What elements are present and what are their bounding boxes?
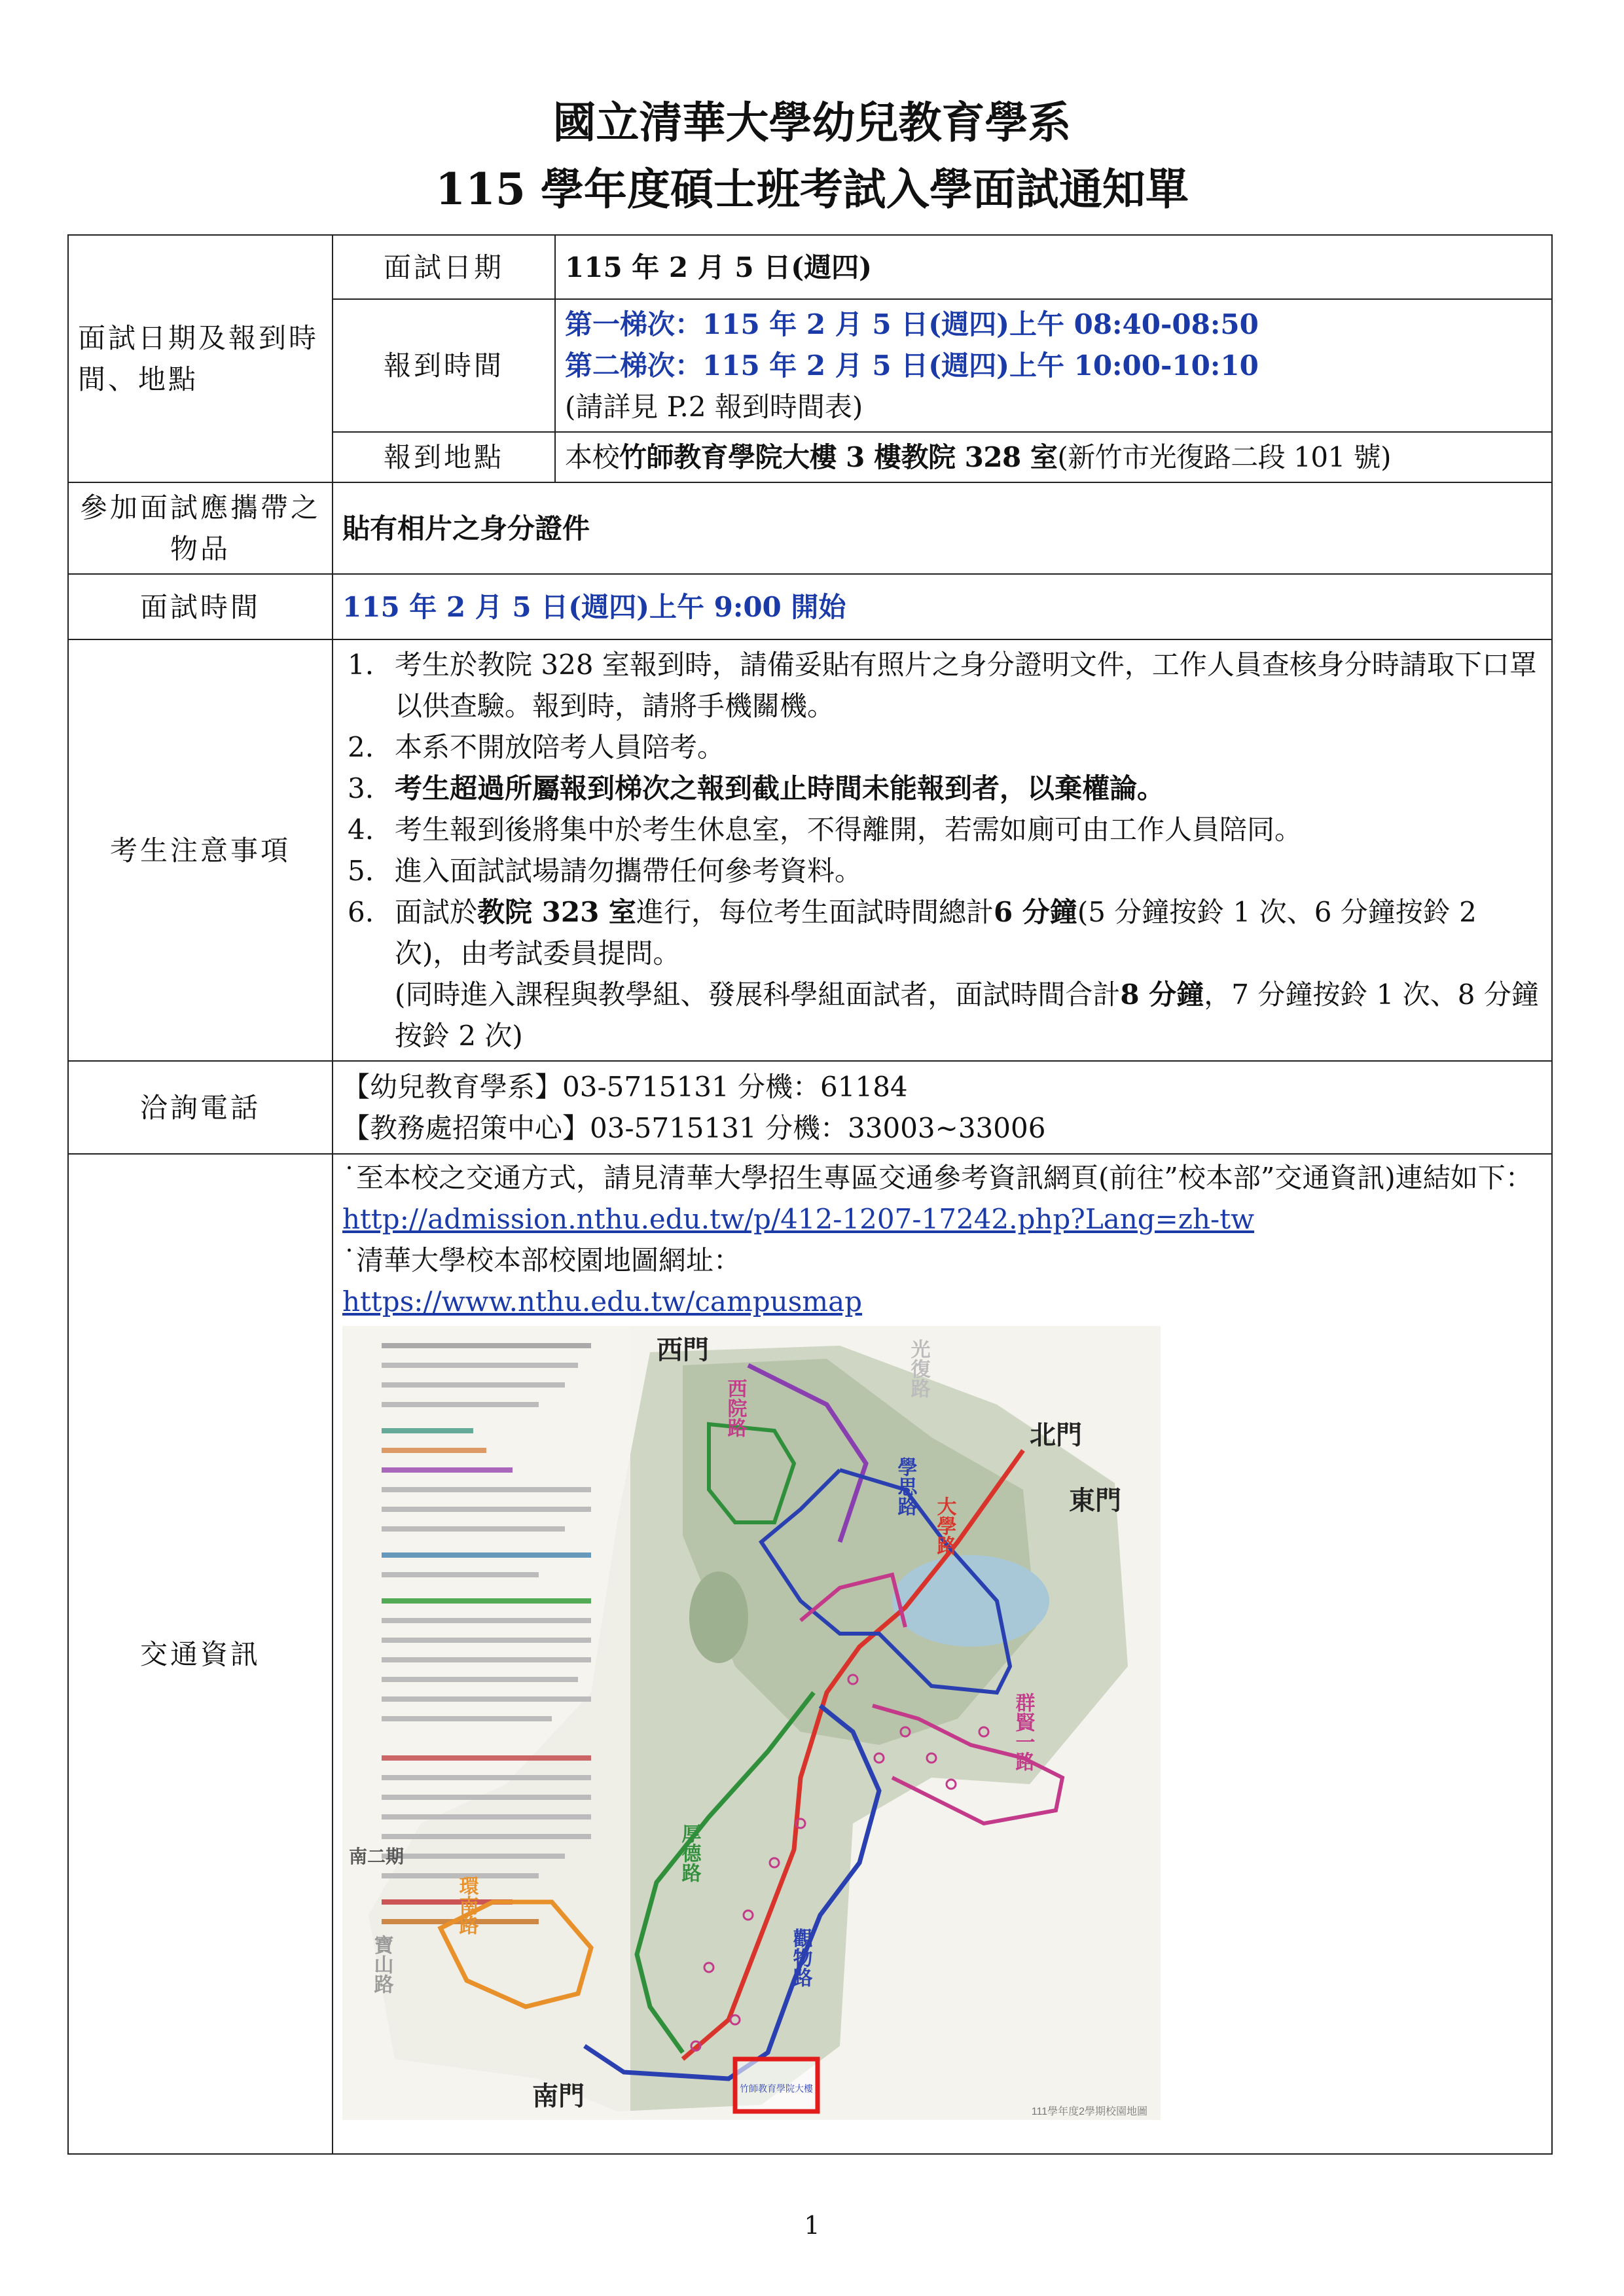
- map-label-south-phase2: 南二期: [349, 1846, 405, 1867]
- map-label-north-gate: 北門: [1030, 1421, 1082, 1450]
- contact-value: [333, 1061, 1552, 1154]
- date-value: 115 年 2 月 5 日(週四): [555, 235, 1552, 299]
- row-items: [68, 482, 1552, 574]
- items-value: 貼有相片之身分證件: [333, 482, 1552, 574]
- place-prefix: 本校: [565, 441, 620, 473]
- notes-value: [333, 639, 1552, 1061]
- sports-field: [689, 1571, 748, 1663]
- campus-map-intro: ˙清華大學校本部校園地圖網址：: [342, 1244, 742, 1276]
- campus-map-link[interactable]: https://www.nthu.edu.tw/campusmap: [342, 1285, 863, 1318]
- map-label-south-gate: 南門: [532, 2082, 585, 2111]
- checkin-note: (請詳見 P.2 報到時間表): [565, 391, 863, 423]
- note-item: 5. 進入面試試場請勿攜帶任何參考資料。: [348, 855, 863, 887]
- row-contact: [68, 1061, 1552, 1154]
- map-road-huan: 環南路: [456, 1876, 478, 1935]
- row-interview-time: [68, 574, 1552, 639]
- contact-department: 【幼兒教育學系】03-5715131 分機：61184: [342, 1071, 908, 1103]
- schedule-section-label: 面試日期及報到時間、地點: [68, 235, 333, 482]
- map-footer-note: 111學年度2學期校園地圖: [1031, 2106, 1147, 2117]
- map-road-daxue: 大學路: [933, 1496, 956, 1555]
- place-address: (新竹市光復路二段 101 號): [1057, 441, 1392, 473]
- contact-label: 洽詢電話: [68, 1061, 333, 1154]
- note-item: 6. 面試於教院 323 室進行，每位考生面試時間總計6 分鐘(5 分鐘按鈴 1 次、6 分鐘按鈴 2 次)，由考試委員提問。: [348, 896, 1477, 969]
- map-road-xuesi: 學思路: [894, 1457, 916, 1516]
- page-number: 1: [804, 2211, 820, 2240]
- note-item: 4. 考生報到後將集中於考生休息室，不得離開，若需如廁可由工作人員陪同。: [348, 814, 1303, 846]
- items-label: 參加面試應攜帶之物品: [68, 482, 333, 574]
- campus-map-graphic: [342, 1326, 1161, 2120]
- transport-label: 交通資訊: [68, 1154, 333, 2154]
- note-item-warning: 3. 考生超過所屬報到梯次之報到截止時間未能報到者，以棄權論。: [348, 772, 1165, 804]
- checkin-value: [555, 299, 1552, 432]
- map-road-guangfu: 光復路: [907, 1339, 929, 1398]
- map-label-west-gate: 西門: [657, 1336, 709, 1365]
- document-subtitle: 115 學年度碩士班考試入學面試通知單: [435, 164, 1189, 215]
- transport-value: [333, 1154, 1552, 2154]
- note-6-sub: (同時進入課程與教學組、發展科學組面試者，面試時間合計8 分鐘，7 分鐘按鈴 1 次、8 分鐘按鈴 2 次): [395, 978, 1539, 1052]
- map-road-baoshan: 寶山路: [370, 1935, 393, 1994]
- note-item: 1. 考生於教院 328 室報到時，請備妥貼有照片之身分證明文件，工作人員查核身分時請取下口罩以供查驗。報到時，請將手機關機。: [348, 649, 1537, 722]
- legend-panel: [342, 1326, 630, 2120]
- document-title: 國立清華大學幼兒教育學系: [552, 97, 1072, 148]
- row-notes: [68, 639, 1552, 1061]
- map-label-east-gate: 東門: [1069, 1486, 1121, 1515]
- target-building-label: 竹師教育學院大樓: [740, 2083, 813, 2094]
- place-building: 竹師教育學院大樓 3 樓教院 328 室: [619, 441, 1058, 473]
- checkin-batch-2: 第二梯次：115 年 2 月 5 日(週四)上午 10:00-10:10: [565, 350, 1259, 382]
- admission-traffic-link[interactable]: http://admission.nthu.edu.tw/p/412-1207-17242.php?Lang=zh-tw: [342, 1203, 1255, 1235]
- map-road-guanwu: 觀物路: [789, 1928, 812, 1987]
- notes-list: [342, 644, 1542, 974]
- date-label: 面試日期: [333, 235, 555, 299]
- contact-admissions: 【教務處招策中心】03-5715131 分機：33003~33006: [342, 1112, 1046, 1144]
- notes-label: 考生注意事項: [68, 639, 333, 1061]
- checkin-batch-1: 第一梯次：115 年 2 月 5 日(週四)上午 08:40-08:50: [565, 308, 1259, 340]
- notice-table: [67, 234, 1553, 2155]
- interview-time-label: 面試時間: [68, 574, 333, 639]
- interview-time-value: 115 年 2 月 5 日(週四)上午 9:00 開始: [333, 574, 1552, 639]
- transport-intro: ˙至本校之交通方式，請見清華大學招生專區交通參考資訊網頁(前往”校本部”交通資訊)連結如下：: [342, 1162, 1533, 1194]
- map-road-qunxian: 群賢一路: [1012, 1693, 1034, 1771]
- row-transport: [68, 1154, 1552, 2154]
- place-value: [555, 432, 1552, 482]
- map-road-houde: 厚德路: [678, 1823, 700, 1882]
- checkin-label: 報到時間: [333, 299, 555, 432]
- row-interview-date: [68, 235, 1552, 299]
- campus-map: [342, 1326, 1161, 2120]
- place-label: 報到地點: [333, 432, 555, 482]
- map-road-west: 西院路: [724, 1378, 746, 1437]
- note-item: 2. 本系不開放陪考人員陪考。: [348, 731, 725, 763]
